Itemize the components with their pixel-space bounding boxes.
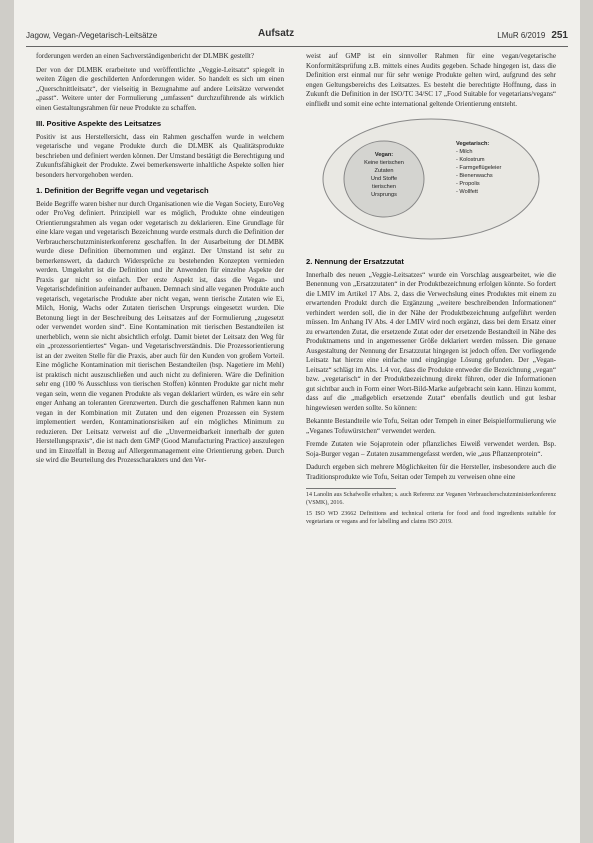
header-rule	[26, 46, 568, 47]
paragraph: Der von der DLMBK erarbeitete und veröffentlichte „Veggie-Leitsatz“ spiegelt in weiten Zügen die geschilderten Anforderungen wider. So handelt es sich um einen „Querschnittleitsatz“, der vielseitig in Bezugnahme auf andere Leitsätze verwendet „passt“. Weitere unter der Formulierung „umfassen“ durchzuführende als wirklich einen Gestaltungsrahmen für neue Produkte zu schaffen.	[36, 65, 284, 112]
paragraph: weist auf GMP ist ein sinnvoller Rahmen für eine vegan/vegetarische Konformitätsprüfung z.B. mittels eines Audits gegeben. Schade hingegen ist, dass die Definition erst einmal nur für sehr wenige Produkte gelten wird, aufgrund des sehr engen Geltungsbereichs des Leitsatzes. Es besteht die berechtigte Hoffnung, dass in Zukunft die Definition in der ISO/TC 34/SC 17 „Food Suitable for vegetarians/vegans“ einfließt und somit eine echte international geltende Orientierung entsteht.	[306, 52, 556, 108]
vegetarian-item: - Milch	[456, 149, 473, 155]
vegetarian-title: Vegetarisch:	[456, 141, 490, 147]
vegan-item: Und Stoffe	[370, 176, 398, 182]
paragraph: Bekannte Bestandteile wie Tofu, Seitan oder Tempeh in einer Beispielformulierung wie „Veganes Tofuwürstchen“ verwendet werden.	[306, 417, 556, 435]
vegetarian-item: - Wollfett	[456, 189, 478, 195]
left-column	[36, 52, 284, 470]
paragraph: Innerhalb des neuen „Veggie-Leitsatzes“ wurde ein Vorschlag ausgearbeitet, wie die Benennung von „Ersatzzutaten“ in der Produktbezeichnung erfolgen könnte. So fordert die LMIV im Artikel 17 Abs. 2, dass die Verwechslung eines Produktes mit einem zu erwartenden Produkt durch die Ergänzung „weitere beschreibenden Informationen“ verhindert werden soll, die in der Nähe der Produktbezeichnung aufgeführt werden müssen. Im Anhang IV Abs. 4 der LMIV wird noch ergänzt, dass bei dem Ersatz einer zu erwartenden Zutat, die ersetzende Zutat oder der ersetzende Bestandteil in Nähe des Produktnamens und in angemessener Größe deklariert werden müssen. Die genaue Ausgestaltung der Nennung der Ersatzzutat hingegen ist jedoch offen. Der vorliegende Leitsatz hat hierzu eine einfache und eingängige Lösung gefunden. Der „Vegan-Leitsatz“ schlägt im Abs. 1.4 vor, dass die Produkte entweder die Bezeichnung „vegan“ bzw. „vegetarisch“ in der Produktbezeichnung direkt führen, oder die Informationen gut sichtbar auch in Form einer Wort-Bild-Marke aufgebracht sein kann. Hinzu kommt, dass auf die „maßgeblich ersetzende Zutat“ ebenfalls deutlich und gut lesbar hingewiesen werden sollte. So können:	[306, 270, 556, 412]
section-heading: III. Positive Aspekte des Leitsatzes	[36, 119, 162, 128]
paragraph: forderungen werden an einen Sachverständigenbericht der DLMBK gestellt?	[36, 52, 255, 60]
vegan-label	[354, 151, 414, 199]
subsection-heading: 1. Definition der Begriffe vegan und vegetarisch	[36, 186, 209, 195]
vegetarian-item: - Farmgeflügeleier	[456, 165, 502, 171]
venn-figure	[306, 113, 556, 249]
vegetarian-label	[456, 140, 526, 196]
paragraph: Dadurch ergeben sich mehrere Möglichkeiten für die Hersteller, insbesondere auch die Traditionsprodukte wie Tofu, Seitan oder Tempeh zu verweisen ohne eine	[306, 463, 556, 481]
footnote-rule	[306, 488, 396, 489]
page-number: 251	[551, 30, 568, 41]
vegan-item: Keine tierischen Zutaten	[364, 160, 404, 174]
paragraph: Beide Begriffe waren bisher nur durch Organisationen wie die Vegan Society, EuroVeg oder ProVeg definiert. Prinzipiell war es möglich, Produkte ohne eindeutigen Orientierungsrahmen als vegan oder vegetarisch zu deklarieren. Eine Grundlage für eine klare vegan und vegetarisch Bezeichnung wurde erstmals durch die Definition der Verbraucherschutzministerkonferenz geschaffen. In der Ausarbeitung der DLMBK wurde diese Definition übernommen und ergänzt. Der Umstand ist sehr zu bemerkenswert, da dadurch Widersprüche zu bestehenden Konzepten vermieden werden. Umgekehrt ist die Definition und ihr Anwenden für einzelne Aspekte der Praxis gar nicht so einfach. Der erste Aspekt ist, dass die Vegan- und Vegetarischdefinition aufeinander aufbauen. Demnach sind alle veganen Produkte auch vegetarisch, vegetarische Produkte aber nicht vegan, wenn tierische Zutaten wie Ei, Milch, Honig, Wachs oder Zutaten tierischen Ursprungs eingesetzt wurden. Die Betonung liegt in der Beschreibung des Leitsatzes auf der Formulierung „zugesetzt oder verwendet worden sind“. Eine Kontamination mit tierischen Bestandteilen ist unerheblich, wenn sie nicht absichtlich erfolgt. Damit bietet der Leitsatz den Weg für ein „prozessorientiertes“ Vegan- und Vegetarischverständnis. Die Prozessorientierung ist an der zweiten Stelle für die Praxis, aber auch für den Kunden von großem Vorteil. Eine mögliche Kontamination mit tierischen Bestandteilen (bsp. Nagetiere im Mehl) ist praktisch nicht auszuschließen und auch nicht zu definieren. Wäre die Definition sehr eng (100 % Ausschluss von tierischen Stoffen) könnten Produkte gar nicht mehr vegan sein, wenn die veganen Produkte als vegan deklariert würden, es wäre ein sehr enger Anhang an toleranten Grenzwerten. Durch die geschaffenen Rahmen kann nun vegan in der Kombination mit Zutaten und den eigenen Prozessen ein System implementiert werden, Kontaminationsrisiken auf ein mögliches Minimum zu reduzieren. Der Leitsatz verweist auf die „Unvermeidbarkeit innerhalb der guten Herstellungspraxis“, die ist nach dem GMP (Good Manufacturing Practice) auszulegen und im Einzelfall in Bezug auf Allergenmanagement eine Orientierung geben. Durch sie wird die Beurteilung des Prozesscharakters und den Ver-	[36, 199, 284, 464]
subsection-heading: 2. Nennung der Ersatzzutat	[306, 257, 404, 266]
vegan-item: tierischen	[372, 184, 396, 190]
section-label: Aufsatz	[258, 28, 295, 39]
vegan-title: Vegan:	[374, 152, 394, 158]
vegetarian-item: - Kolostrum	[456, 157, 485, 163]
journal-issue-label: LMuR 6/2019	[497, 31, 546, 40]
running-title: Jagow, Vegan-/Vegetarisch-Leitsätze	[26, 31, 158, 40]
document-page	[14, 0, 580, 843]
footnote: 15 ISO WD 23662 Definitions and technical criteria for food and food ingredients suitable for vegetarians or vegans and for labelling and claims ISO 2019.	[306, 511, 556, 525]
vegetarian-item: - Propolis	[456, 181, 480, 187]
vegetarian-item: - Bienenwachs	[456, 173, 493, 179]
page-header	[26, 24, 568, 48]
right-column	[306, 52, 556, 530]
journal-issue	[497, 30, 568, 41]
paragraph: Fremde Zutaten wie Sojaprotein oder pflanzliches Eiweiß verwendet werden. Bsp. Soja-Burger vegan – Zutaten zusammengefasst werden, wie „aus Pflanzenprotein“.	[306, 440, 556, 458]
vegan-item: Ursprungs	[371, 192, 397, 198]
paragraph: Positiv ist aus Herstellersicht, dass ein Rahmen geschaffen wurde in welchem vegetarische und vegane Produkte durch die DLMBK als Qualitätsprodukte beschrieben und definiert werden können. Der Umstand bestätigt die Berechtigung und Zukunftsfähigkeit der Produkte. Zwei bemerkenswerte inhaltliche Aspekte sollen hier besonders hervorgehoben werden.	[36, 132, 284, 179]
footnote: 14 Lanolin aus Schafwolle erhalten; s. auch Referenz zur Veganen Verbraucherschutzministerkonferenz (VSMK), 2016.	[306, 492, 556, 506]
